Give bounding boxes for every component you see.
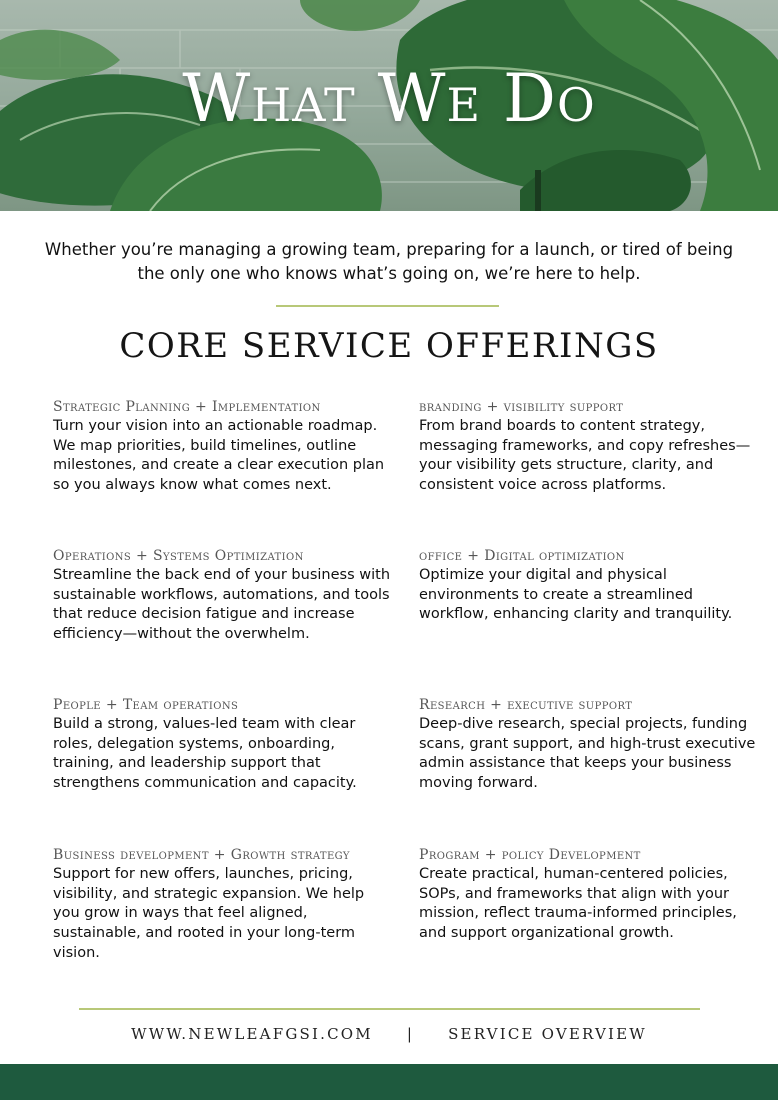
service-operations-systems — [53, 546, 393, 645]
accent-divider-top — [276, 305, 499, 307]
service-description: Optimize your digital and physical environments to create a streamlined workflow, enhancing clarity and tranquility. — [419, 567, 733, 623]
service-research-executive — [419, 695, 759, 794]
footer-separator: | — [406, 1025, 415, 1043]
service-people-team — [53, 695, 393, 794]
service-title: branding + visibility support — [419, 399, 624, 415]
service-title: office + Digital optimization — [419, 548, 625, 564]
service-title: People + Team operations — [53, 697, 239, 713]
intro-text: Whether you’re managing a growing team, preparing for a launch, or tired of being the only one who knows what’s going on, we’re here to help. — [44, 240, 734, 283]
footer-label: SERVICE OVERVIEW — [448, 1025, 647, 1043]
service-title: Program + policy Development — [419, 847, 641, 863]
service-office-digital — [419, 546, 759, 625]
bottom-color-band — [0, 1064, 778, 1100]
service-title: Business development + Growth strategy — [53, 847, 350, 863]
service-business-development — [53, 845, 373, 964]
service-description: From brand boards to content strategy, messaging frameworks, and copy refreshes—your visibility gets structure, clarity, and consistent voice across platforms. — [419, 418, 751, 494]
service-branding-visibility — [419, 397, 759, 496]
service-description: Create practical, human-centered policies, SOPs, and frameworks that align with your mission, reflect trauma-informed principles, and support organizational growth. — [419, 866, 737, 942]
service-program-policy — [419, 845, 759, 944]
service-description: Build a strong, values-led team with clear roles, delegation systems, onboarding, training, and leadership support that strengthens communication and capacity. — [53, 716, 357, 792]
page-title: What We Do — [182, 60, 596, 137]
service-description: Support for new offers, launches, pricing, visibility, and strategic expansion. We help you grow in ways that feel aligned, sustainable, and rooted in your long-term vision. — [53, 866, 365, 961]
service-description: Turn your vision into an actionable roadmap. We map priorities, build timelines, outline milestones, and create a clear execution plan so you always know what comes next. — [53, 418, 385, 494]
hero-banner — [0, 0, 778, 211]
service-title: Operations + Systems Optimization — [53, 548, 304, 564]
service-title: Research + executive support — [419, 697, 633, 713]
service-strategic-planning — [53, 397, 393, 496]
service-title: Strategic Planning + Implementation — [53, 399, 321, 415]
accent-divider-bottom — [79, 1008, 700, 1010]
section-title: CORE SERVICE OFFERINGS — [119, 326, 659, 366]
footer — [0, 1025, 778, 1043]
service-description: Streamline the back end of your business with sustainable workflows, automations, and tools that reduce decision fatigue and increase efficiency—without the overwhelm. — [53, 567, 391, 643]
footer-website: WWW.NEWLEAFGSI.COM — [131, 1025, 373, 1043]
service-description: Deep-dive research, special projects, funding scans, grant support, and high-trust executive admin assistance that keeps your business moving forward. — [419, 716, 756, 792]
